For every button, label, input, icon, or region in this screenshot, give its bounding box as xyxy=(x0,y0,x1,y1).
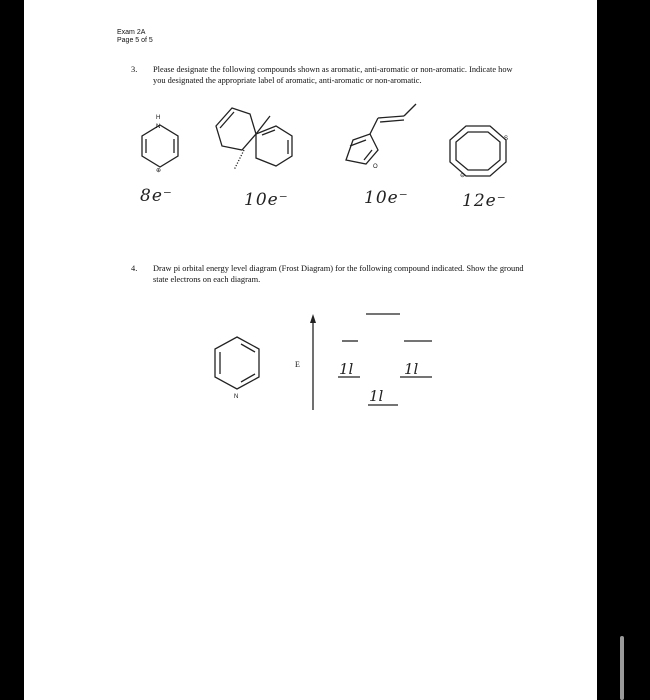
question-3-number: 3. xyxy=(131,65,138,74)
sulfur-label: S xyxy=(504,136,509,142)
answer-2: 10e⁻ xyxy=(244,190,289,210)
electrons-level-2a: 1l xyxy=(339,360,354,378)
question-4-text: Draw pi orbital energy level diagram (Frost Diagram) for the following compound indicated. Show the ground state electrons on each diagram. xyxy=(153,264,524,284)
furan-structure xyxy=(346,104,416,164)
electrons-level-1: 1l xyxy=(369,387,384,405)
nh-nitrogen-label: N xyxy=(156,124,161,130)
energy-arrowhead xyxy=(310,314,316,323)
answer-4: 12e⁻ xyxy=(462,191,507,211)
answer-3: 10e⁻ xyxy=(364,188,409,208)
page-number: Page 5 of 5 xyxy=(117,37,153,44)
nh-hydrogen-label: H xyxy=(156,115,161,121)
question-3-text: Please designate the following compounds shown as aromatic, anti-aromatic or non-aromatic. Indicate how you designated the appropriate label of aromatic, anti-aromatic or non-aromatic. xyxy=(153,65,513,85)
energy-axis-label: E xyxy=(295,360,300,369)
exam-title: Exam 2A xyxy=(117,29,146,36)
thiocin-structure xyxy=(450,126,509,176)
question-4-number: 4. xyxy=(131,264,138,273)
positive-charge-label: ⊕ xyxy=(156,168,162,174)
furan-oxygen-label: O xyxy=(373,164,378,170)
pyridine-structure xyxy=(215,337,259,389)
pyridine-nitrogen-label: N xyxy=(234,394,239,400)
bicyclic-structure xyxy=(216,108,292,170)
electrons-level-2b: 1l xyxy=(404,360,419,378)
dihydropyridinium-structure xyxy=(142,125,178,167)
answer-1: 8e⁻ xyxy=(140,186,173,206)
negative-charge-label: ⊖ xyxy=(460,173,466,179)
